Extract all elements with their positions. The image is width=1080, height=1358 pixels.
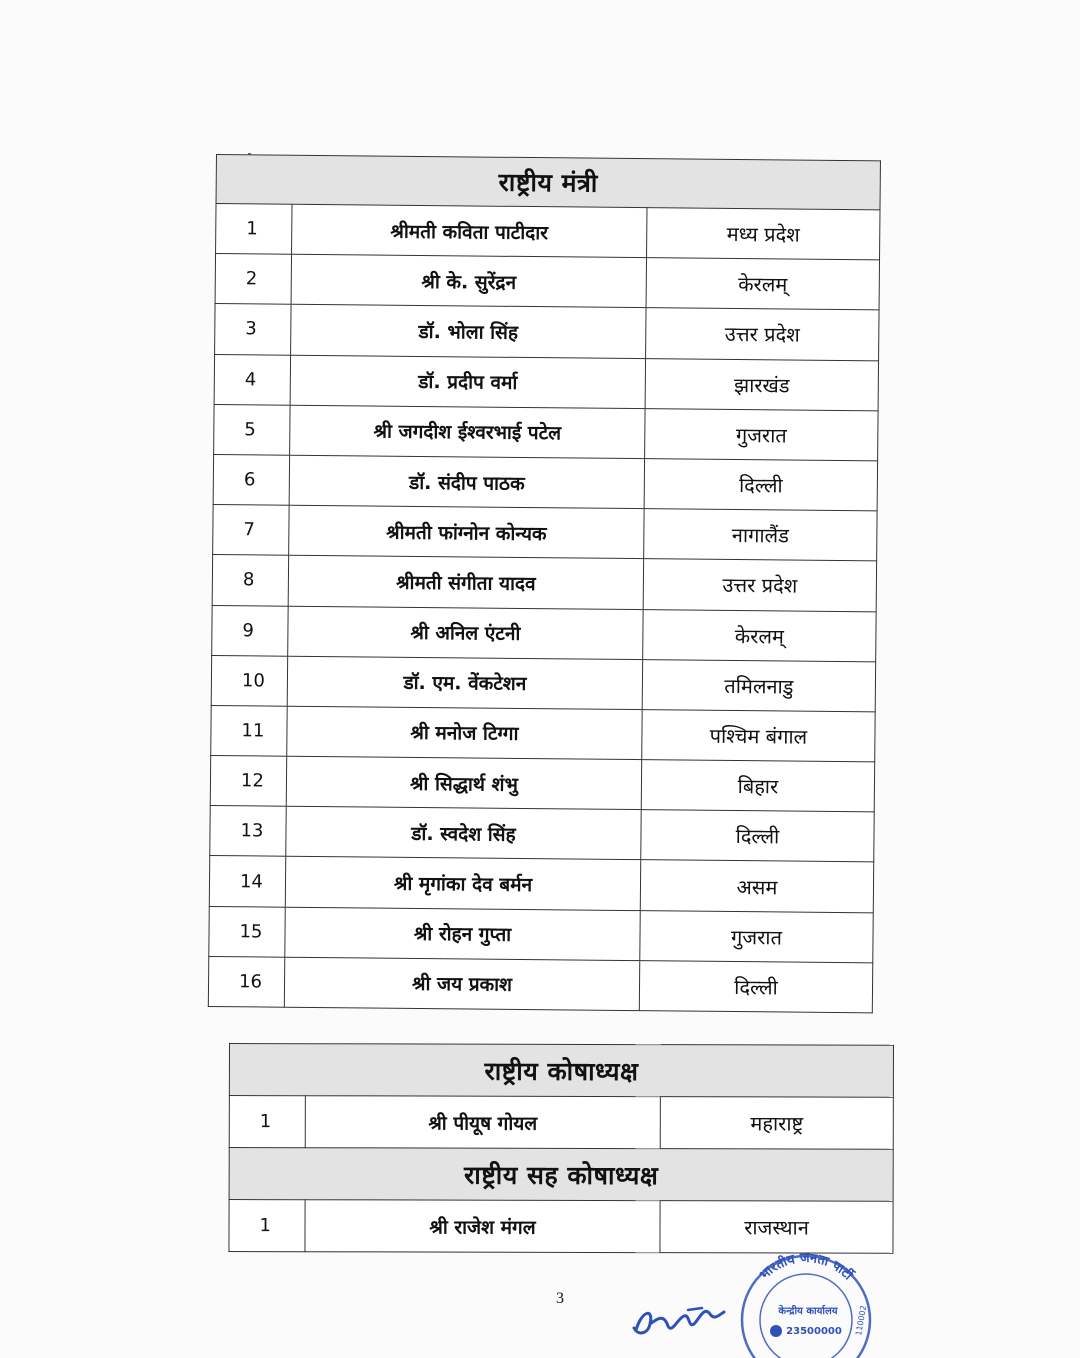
member-state: मध्य प्रदेश [647,208,880,260]
serial-number: 9 [212,605,288,656]
table-row [209,906,873,963]
stamp-phone: 23500000 [786,1326,842,1337]
member-name: डॉ. संदीप पाठक [289,455,644,509]
table-row [212,555,876,612]
serial-number: 11 [211,705,287,756]
table-row [215,304,879,361]
lotus-icon [770,1325,782,1337]
member-state: बिहार [641,760,874,812]
member-name: डॉ. प्रदीप वर्मा [290,355,645,409]
member-state: दिल्ली [644,459,877,511]
serial-number: 1 [229,1096,305,1148]
party-office-stamp [728,1248,878,1358]
member-state: दिल्ली [639,960,872,1012]
member-name: श्रीमती फांग्नोन कोन्यक [289,505,644,559]
member-state: पश्चिम बंगाल [642,709,875,761]
table-row [215,254,879,311]
treasurers-table [228,1043,894,1254]
table-row [212,605,876,662]
member-name: डॉ. भोला सिंह [291,305,646,359]
member-state: नागालैंड [644,509,877,561]
member-name: श्री पीयूष गोयल [305,1096,660,1149]
page-number: 3 [556,1290,564,1307]
member-state: दिल्ली [641,810,874,862]
serial-number: 12 [210,756,286,807]
section-title: राष्ट्रीय मंत्री [216,155,880,210]
table-row [211,705,875,762]
member-name: डॉ. स्वदेश सिंह [286,806,641,860]
table-row [211,655,875,712]
stamp-party-name: भारतीय जनता पार्टी [756,1250,856,1284]
table-row [214,354,878,411]
member-name: श्रीमती संगीता यादव [288,556,643,610]
member-state: राजस्थान [660,1201,893,1254]
member-name: श्रीमती कविता पाटीदार [292,204,647,258]
member-state: महाराष्ट्र [660,1097,893,1150]
table-row [210,756,874,813]
stamp-pin: 110002 [854,1304,869,1337]
member-name: श्री मृगांका देव बर्मन [285,857,640,911]
member-name: श्री के. सुरेंद्रन [291,254,646,308]
member-name: डॉ. एम. वेंकटेशन [287,656,642,710]
table-row [209,856,873,913]
member-state: असम [640,860,873,912]
member-state: केरलम् [643,609,876,661]
national-ministers-table [208,154,881,1013]
stamp-office: केन्द्रीय कार्यालय [778,1306,838,1317]
serial-number: 5 [214,404,290,455]
table-row [210,806,874,863]
member-name: श्री जगदीश ईश्वरभाई पटेल [290,405,645,459]
serial-number: 1 [229,1200,305,1252]
table-row [213,454,877,511]
serial-number: 6 [213,454,289,505]
table-row [213,505,877,562]
member-state: केरलम् [646,258,879,310]
section-title: राष्ट्रीय सह कोषाध्यक्ष [229,1148,893,1202]
member-name: श्री रोहन गुप्ता [285,907,640,961]
signature [628,1288,738,1344]
member-name: श्री सिद्धार्थ शंभु [286,756,641,810]
table-row [229,1200,893,1254]
member-name: श्री जय प्रकाश [284,957,639,1011]
serial-number: 1 [216,204,292,255]
serial-number: 10 [211,655,287,706]
table-row [229,1096,893,1150]
member-name: श्री मनोज टिग्गा [287,706,642,760]
serial-number: 4 [214,354,290,405]
serial-number: 13 [210,806,286,857]
table-row [214,404,878,461]
serial-number: 8 [212,555,288,606]
member-state: तमिलनाडु [642,659,875,711]
serial-number: 2 [215,254,291,305]
member-name: श्री अनिल एंटनी [288,606,643,660]
member-state: झारखंड [645,358,878,410]
member-name: श्री राजेश मंगल [305,1200,660,1253]
member-state: गुजरात [645,408,878,460]
serial-number: 14 [209,856,285,907]
member-state: उत्तर प्रदेश [643,559,876,611]
serial-number: 16 [208,956,284,1007]
serial-number: 15 [209,906,285,957]
svg-text:भारतीय जनता पार्टी [757,1251,857,1284]
table-row [208,956,872,1013]
table-row [216,204,880,261]
section-title: राष्ट्रीय कोषाध्यक्ष [229,1044,893,1098]
serial-number: 7 [213,505,289,556]
serial-number: 3 [215,304,291,355]
member-state: गुजरात [640,910,873,962]
member-state: उत्तर प्रदेश [646,308,879,360]
